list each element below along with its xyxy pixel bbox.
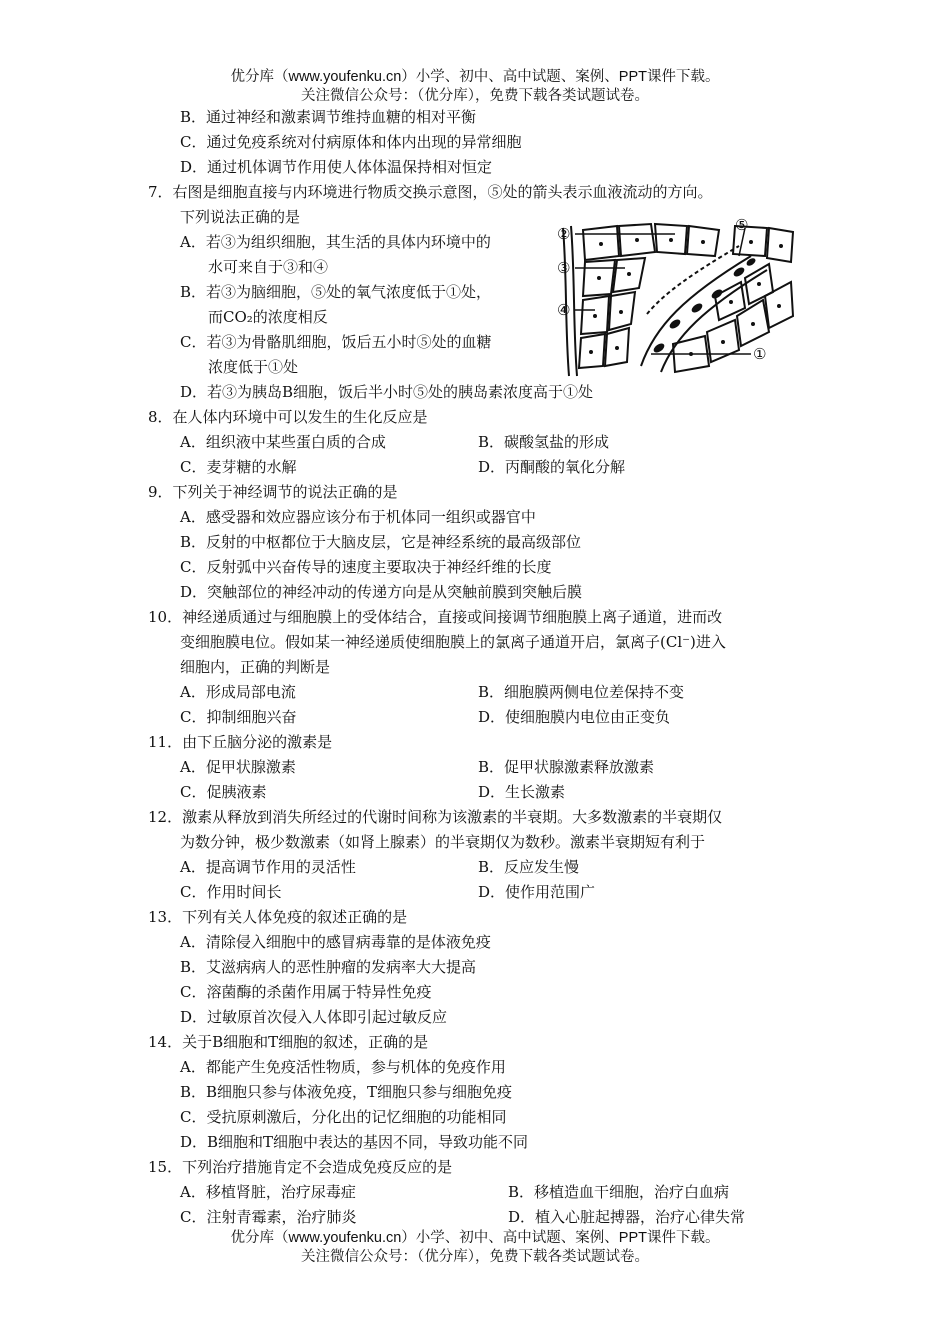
q7-option-c-1: C．若③为骨骼肌细胞，饭后五小时⑤处的血糖 bbox=[180, 333, 492, 351]
q14-stem: 14．关于B细胞和T细胞的叙述，正确的是 bbox=[148, 1033, 429, 1051]
q10-option-d: D．使细胞膜内电位由正变负 bbox=[478, 708, 671, 726]
q11-option-c: C．促胰液素 bbox=[180, 783, 267, 801]
q14-option-a: A．都能产生免疫活性物质，参与机体的免疫作用 bbox=[180, 1058, 506, 1076]
q15-option-b: B．移植造血干细胞，治疗白血病 bbox=[508, 1183, 730, 1201]
q11-option-d: D．生长激素 bbox=[478, 783, 566, 801]
q15-option-d: D．植入心脏起搏器，治疗心律失常 bbox=[508, 1208, 746, 1226]
cell-exchange-diagram bbox=[555, 216, 797, 378]
q15-option-c: C．注射青霉素，治疗肺炎 bbox=[180, 1208, 357, 1226]
q7-option-c-2: 浓度低于①处 bbox=[208, 358, 299, 376]
footer-line-1: 优分库（www.youfenku.cn）小学、初中、高中试题、案例、PPT课件下载。 bbox=[230, 1230, 720, 1246]
q13-option-c: C．溶菌酶的杀菌作用属于特异性免疫 bbox=[180, 983, 432, 1001]
footer-line-2: 关注微信公众号：（优分库），免费下载各类试题试卷。 bbox=[301, 1249, 649, 1265]
q12-option-b: B．反应发生慢 bbox=[478, 858, 580, 876]
q10-stem-1: 10．神经递质通过与细胞膜上的受体结合，直接或间接调节细胞膜上离子通道，进而改 bbox=[148, 608, 723, 626]
q10-stem-2: 变细胞膜电位。假如某一神经递质使细胞膜上的氯离子通道开启，氯离子(Cl⁻)进入 bbox=[180, 633, 726, 651]
q9-stem: 9．下列关于神经调节的说法正确的是 bbox=[148, 483, 398, 501]
q8-stem: 8．在人体内环境中可以发生的生化反应是 bbox=[148, 408, 428, 426]
q7-stem-2: 下列说法正确的是 bbox=[180, 208, 301, 226]
figure-label-1: ① bbox=[753, 345, 767, 363]
q12-stem-2: 为数分钟，极少数激素（如肾上腺素）的半衰期仅为数秒。激素半衰期短有利于 bbox=[180, 833, 706, 851]
q6-option-b: B．通过神经和激素调节维持血糖的相对平衡 bbox=[180, 108, 477, 126]
q9-option-b: B．反射的中枢都位于大脑皮层，它是神经系统的最高级部位 bbox=[180, 533, 582, 551]
q10-option-a: A．形成局部电流 bbox=[180, 683, 296, 701]
q6-option-d: D．通过机体调节作用使人体体温保持相对恒定 bbox=[180, 158, 493, 176]
q10-stem-3: 细胞内，正确的判断是 bbox=[180, 658, 331, 676]
q7-option-b-1: B．若③为脑细胞，⑤处的氧气浓度低于①处， bbox=[180, 283, 492, 301]
q7-option-a-2: 水可来自于③和④ bbox=[208, 258, 329, 276]
q11-option-a: A．促甲状腺激素 bbox=[180, 758, 296, 776]
q7-stem-1: 7．右图是细胞直接与内环境进行物质交换示意图，⑤处的箭头表示血液流动的方向。 bbox=[148, 183, 713, 201]
q10-option-c: C．抑制细胞兴奋 bbox=[180, 708, 297, 726]
q11-option-b: B．促甲状腺激素释放激素 bbox=[478, 758, 655, 776]
q12-stem-1: 12．激素从释放到消失所经过的代谢时间称为该激素的半衰期。大多数激素的半衰期仅 bbox=[148, 808, 723, 826]
figure-label-3: ③ bbox=[557, 259, 571, 277]
q11-stem: 11．由下丘脑分泌的激素是 bbox=[148, 733, 333, 751]
q12-option-a: A．提高调节作用的灵活性 bbox=[180, 858, 356, 876]
figure-label-4: ④ bbox=[557, 301, 571, 319]
q14-option-c: C．受抗原刺激后，分化出的记忆细胞的功能相同 bbox=[180, 1108, 507, 1126]
figure-label-2: ② bbox=[557, 225, 571, 243]
q9-option-a: A．感受器和效应器应该分布于机体同一组织或器官中 bbox=[180, 508, 536, 526]
q13-option-a: A．清除侵入细胞中的感冒病毒靠的是体液免疫 bbox=[180, 933, 491, 951]
q10-option-b: B．细胞膜两侧电位差保持不变 bbox=[478, 683, 685, 701]
q7-option-d: D．若③为胰岛B细胞，饭后半小时⑤处的胰岛素浓度高于①处 bbox=[180, 383, 594, 401]
q8-option-c: C．麦芽糖的水解 bbox=[180, 458, 297, 476]
header-line-2: 关注微信公众号：（优分库），免费下载各类试题试卷。 bbox=[301, 88, 649, 104]
q9-option-c: C．反射弧中兴奋传导的速度主要取决于神经纤维的长度 bbox=[180, 558, 552, 576]
q9-option-d: D．突触部位的神经冲动的传递方向是从突触前膜到突触后膜 bbox=[180, 583, 583, 601]
q14-option-d: D．B细胞和T细胞中表达的基因不同，导致功能不同 bbox=[180, 1133, 529, 1151]
q12-option-c: C．作用时间长 bbox=[180, 883, 282, 901]
q8-option-a: A．组织液中某些蛋白质的合成 bbox=[180, 433, 386, 451]
q13-option-b: B．艾滋病病人的恶性肿瘤的发病率大大提高 bbox=[180, 958, 477, 976]
header-line-1: 优分库（www.youfenku.cn）小学、初中、高中试题、案例、PPT课件下载。 bbox=[230, 69, 720, 85]
q8-option-b: B．碳酸氢盐的形成 bbox=[478, 433, 610, 451]
q14-option-b: B．B细胞只参与体液免疫，T细胞只参与细胞免疫 bbox=[180, 1083, 513, 1101]
figure-label-5: ⑤ bbox=[735, 216, 749, 234]
q7-option-b-2: 而CO₂的浓度相反 bbox=[208, 308, 328, 326]
q12-option-d: D．使作用范围广 bbox=[478, 883, 596, 901]
q7-option-a-1: A．若③为组织细胞，其生活的具体内环境中的 bbox=[180, 233, 491, 251]
q15-option-a: A．移植肾脏，治疗尿毒症 bbox=[180, 1183, 356, 1201]
q8-option-d: D．丙酮酸的氧化分解 bbox=[478, 458, 626, 476]
q6-option-c: C．通过免疫系统对付病原体和体内出现的异常细胞 bbox=[180, 133, 522, 151]
q13-stem: 13．下列有关人体免疫的叙述正确的是 bbox=[148, 908, 408, 926]
q15-stem: 15．下列治疗措施肯定不会造成免疫反应的是 bbox=[148, 1158, 453, 1176]
q13-option-d: D．过敏原首次侵入人体即引起过敏反应 bbox=[180, 1008, 448, 1026]
